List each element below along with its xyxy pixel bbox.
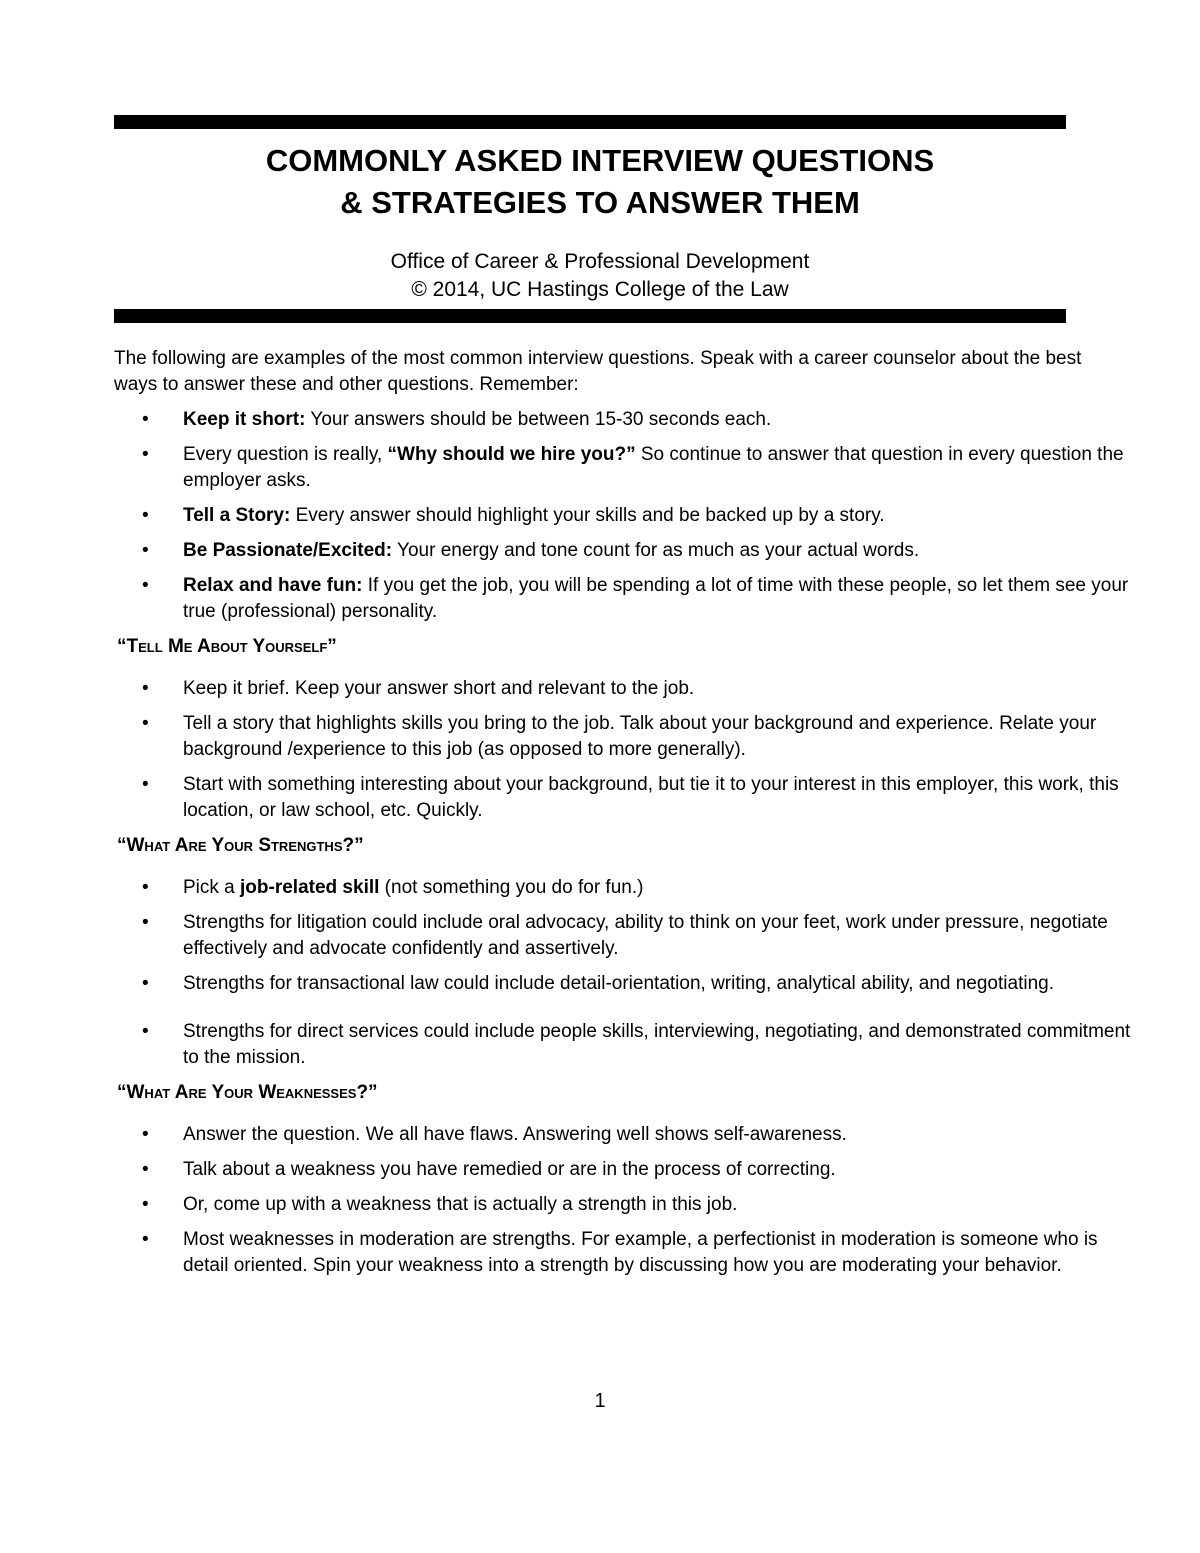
list-item — [114, 910, 1144, 962]
copyright-line: © 2014, UC Hastings College of the Law — [411, 278, 789, 301]
tip-text: Every answer should highlight your skills and be backed up by a story. — [290, 505, 885, 526]
tip-text: Every question is really, — [183, 444, 388, 465]
list-item — [114, 875, 1144, 901]
tip-text: So continue to answer that question in every question the employer asks. — [183, 444, 1124, 491]
tip-text: Your energy and tone count for as much as your actual words. — [392, 540, 920, 561]
item-text: Strengths for direct services could include people skills, interviewing, negotiating, and demonstrated commitment to the mission. — [183, 1021, 1131, 1068]
item-text: (not something you do for fun.) — [379, 877, 644, 898]
bullet-icon: • — [142, 877, 149, 898]
document-subtitle — [0, 248, 1200, 304]
item-text: Talk about a weakness you have remedied or are in the process of correcting. — [183, 1159, 836, 1180]
bullet-icon: • — [142, 912, 149, 933]
intro-paragraph: The following are examples of the most common interview questions. Speak with a career counselor about the best ways to answer these and other questions. Remember: — [114, 348, 1082, 395]
bullet-icon: • — [142, 575, 149, 596]
list-item — [114, 1157, 1144, 1183]
item-text: Tell a story that highlights skills you bring to the job. Talk about your background and experience. Relate your background /experience to this job (as opposed to more generally). — [183, 713, 1097, 760]
list-item — [114, 711, 1144, 763]
about-yourself-list — [114, 676, 1144, 824]
bullet-icon: • — [142, 1229, 149, 1250]
office-name: Office of Career & Professional Development — [390, 250, 810, 273]
item-text: Strengths for litigation could include oral advocacy, ability to think on your feet, work under pressure, negotiate effectively and advocate confidently and assertively. — [183, 912, 1108, 959]
list-item — [114, 538, 1144, 564]
bullet-icon: • — [142, 1021, 149, 1042]
section-heading-weaknesses: “What Are Your Weaknesses?” — [117, 1082, 378, 1103]
item-text: Strengths for transactional law could include detail-orientation, writing, analytical ability, and negotiating. — [183, 973, 1054, 994]
list-item — [114, 573, 1144, 625]
bullet-icon: • — [142, 444, 149, 465]
tip-label: Tell a Story: — [183, 505, 291, 526]
item-emphasis: job-related skill — [240, 877, 380, 898]
list-item — [114, 1019, 1144, 1071]
weaknesses-list — [114, 1122, 1144, 1279]
item-text: Pick a — [183, 877, 241, 898]
item-text: Keep it brief. Keep your answer short and relevant to the job. — [183, 678, 695, 699]
list-item — [114, 407, 1144, 433]
document-body — [114, 346, 1144, 1288]
bullet-icon: • — [142, 1124, 149, 1145]
tip-label: Be Passionate/Excited: — [183, 540, 393, 561]
bullet-icon: • — [142, 713, 149, 734]
list-item — [114, 772, 1144, 824]
bottom-rule — [114, 309, 1066, 323]
list-item — [114, 971, 1144, 997]
item-text: Most weaknesses in moderation are strengths. For example, a perfectionist in moderation is someone who is detail oriented. Spin your weakness into a strength by discussing how you are moderating your behavior. — [183, 1229, 1098, 1276]
list-item — [114, 1227, 1144, 1279]
bullet-icon: • — [142, 1194, 149, 1215]
document-title — [0, 140, 1200, 224]
list-item — [114, 442, 1144, 494]
section-heading-tell-me-about-yourself: “Tell Me About Yourself” — [117, 636, 337, 657]
tip-label: Relax and have fun: — [183, 575, 363, 596]
bullet-icon: • — [142, 973, 149, 994]
item-text: Answer the question. We all have flaws. Answering well shows self-awareness. — [183, 1124, 847, 1145]
list-item — [114, 1192, 1144, 1218]
list-item — [114, 503, 1144, 529]
bullet-icon: • — [142, 1159, 149, 1180]
bullet-icon: • — [142, 505, 149, 526]
item-text: Or, come up with a weakness that is actually a strength in this job. — [183, 1194, 738, 1215]
tip-label: Keep it short: — [183, 409, 306, 430]
bullet-icon: • — [142, 409, 149, 430]
title-line-2: & STRATEGIES TO ANSWER THEM — [340, 185, 860, 220]
page-number: 1 — [594, 1390, 606, 1412]
bullet-icon: • — [142, 774, 149, 795]
tips-list — [114, 407, 1144, 625]
top-rule — [114, 115, 1066, 129]
list-item — [114, 1122, 1144, 1148]
strengths-list — [114, 875, 1144, 1071]
bullet-icon: • — [142, 540, 149, 561]
tip-text: Your answers should be between 15-30 seconds each. — [305, 409, 772, 430]
tip-label: “Why should we hire you?” — [387, 444, 636, 465]
list-item — [114, 676, 1144, 702]
bullet-icon: • — [142, 678, 149, 699]
tip-text: If you get the job, you will be spending a lot of time with these people, so let them see your true (professional) personality. — [183, 575, 1129, 622]
section-heading-strengths: “What Are Your Strengths?” — [117, 835, 364, 856]
title-line-1: COMMONLY ASKED INTERVIEW QUESTIONS — [265, 143, 935, 178]
item-text: Start with something interesting about your background, but tie it to your interest in this employer, this work, this location, or law school, etc. Quickly. — [183, 774, 1119, 821]
